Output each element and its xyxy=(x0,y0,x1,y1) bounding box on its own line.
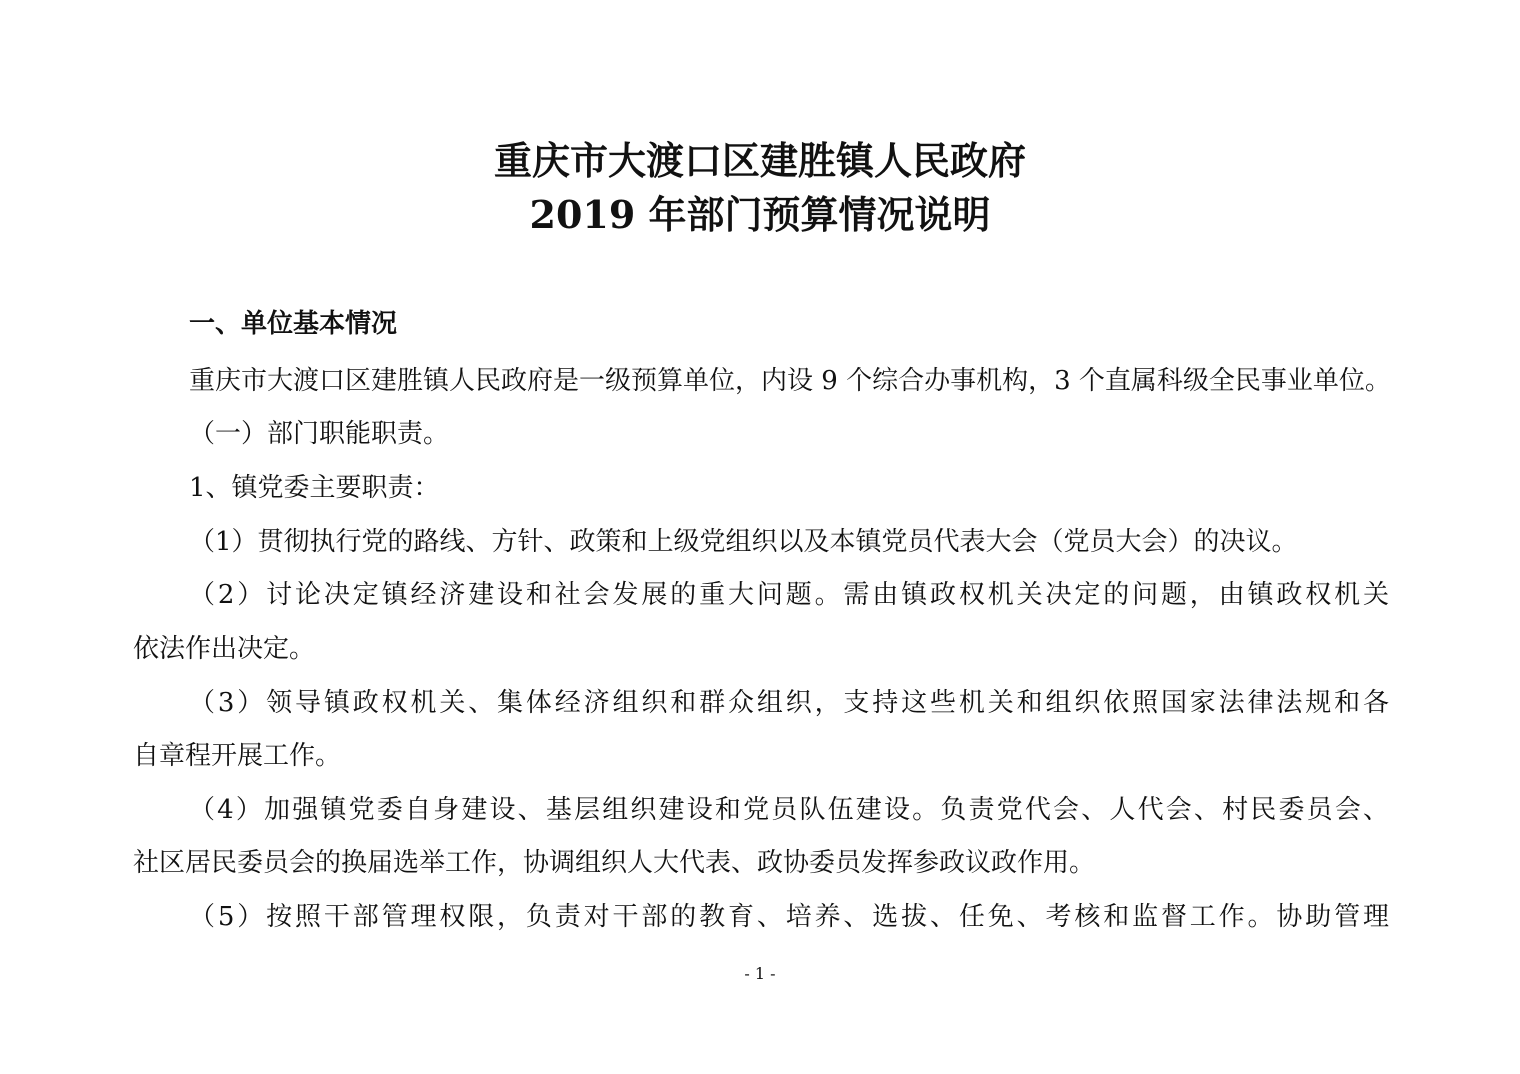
section-heading-basic-info: 一、单位基本情况 xyxy=(189,309,398,339)
paragraph-unit-overview: 重庆市大渡口区建胜镇人民政府是一级预算单位，内设 9 个综合办事机构，3 个直属科级全民事业单位。 xyxy=(189,366,1391,396)
page-number: - 1 - xyxy=(744,964,776,983)
duty-item-5-line-1: （5）按照干部管理权限，负责对干部的教育、培养、选拔、任免、考核和监督工作。协助管理 xyxy=(189,902,1389,932)
duty-item-4-line-2: 社区居民委员会的换届选举工作，协调组织人大代表、政协委员发挥参政议政作用。 xyxy=(133,848,1096,878)
document-title-line-1: 重庆市大渡口区建胜镇人民政府 xyxy=(493,138,1026,183)
duty-item-3-line-2: 自章程开展工作。 xyxy=(133,741,342,771)
duty-item-3-line-1: （3）领导镇政权机关、集体经济组织和群众组织，支持这些机关和组织依照国家法律法规和各 xyxy=(189,688,1389,718)
duty-item-1: （1）贯彻执行党的路线、方针、政策和上级党组织以及本镇党员代表大会（党员大会）的决议。 xyxy=(189,527,1298,557)
duty-item-2-line-1: （2）讨论决定镇经济建设和社会发展的重大问题。需由镇政权机关决定的问题，由镇政权机关 xyxy=(189,580,1389,610)
duty-item-2-line-2: 依法作出决定。 xyxy=(133,634,316,664)
subheading-party-committee-duties: 1、镇党委主要职责： xyxy=(189,473,440,503)
document-title-line-2: 2019 年部门预算情况说明 xyxy=(529,192,991,237)
duty-item-4-line-1: （4）加强镇党委自身建设、基层组织建设和党员队伍建设。负责党代会、人代会、村民委员会、 xyxy=(189,795,1389,825)
subheading-department-duties: （一）部门职能职责。 xyxy=(189,419,450,449)
